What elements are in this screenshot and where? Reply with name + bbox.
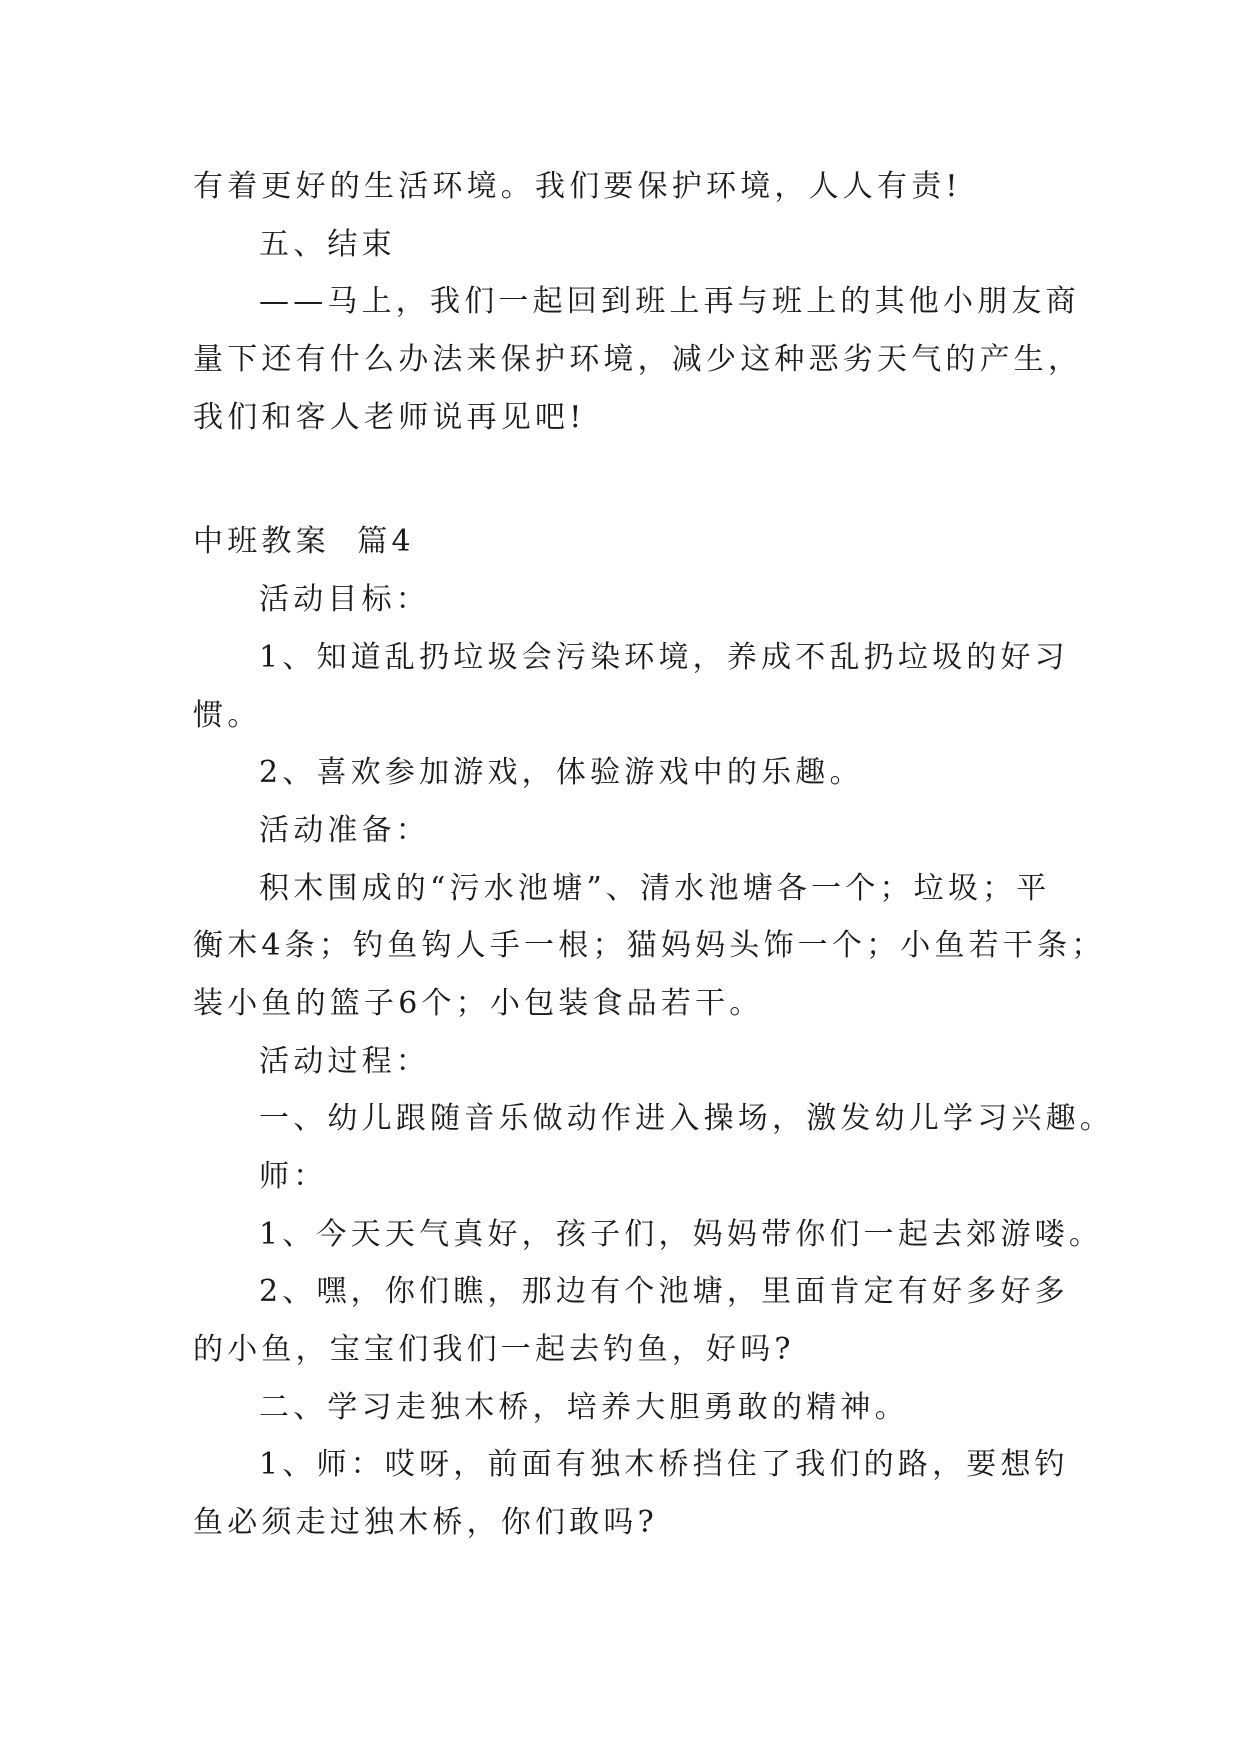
paragraph-line: 装小鱼的篮子6个；小包装食品若干。 [193,985,764,1021]
paragraph-line: 1、知道乱扔垃圾会污染环境，养成不乱扔垃圾的好习 [259,639,1069,675]
paragraph-line: 一、幼儿跟随音乐做动作进入操场，激发幼儿学习兴趣。 [259,1101,1114,1137]
paragraph-line: 1、今天天气真好，孩子们，妈妈带你们一起去郊游喽。 [259,1216,1104,1252]
paragraph-line: 积木围成的“污水池塘”、清水池塘各一个；垃圾；平 [259,870,1051,906]
paragraph-line: 师： [259,1159,328,1194]
paragraph-line: 二、学习走独木桥，培养大胆勇敢的精神。 [259,1389,909,1425]
paragraph-line: 1、师：哎呀，前面有独木桥挡住了我们的路，要想钓 [259,1447,1069,1483]
paragraph-line: 我们和客人老师说再见吧! [193,399,586,435]
paragraph-line: 量下还有什么办法来保护环境，减少这种恶劣天气的产生， [193,342,1083,378]
paragraph-line: 鱼必须走过独木桥，你们敢吗? [193,1505,658,1541]
subheading: 活动过程： [259,1043,430,1079]
subheading: 活动准备： [259,812,430,848]
paragraph-line: ——马上，我们一起回到班上再与班上的其他小朋友商 [259,284,1080,320]
paragraph-line: 2、嘿，你们瞧，那边有个池塘，里面肯定有好多好多 [259,1274,1069,1310]
paragraph-line: 惯。 [193,697,262,733]
paragraph-line: 有着更好的生活环境。我们要保护环境，人人有责! [193,169,962,204]
document-body [193,158,1114,1552]
subheading: 活动目标： [259,582,430,618]
section-title: 中班教案 篇4 [193,524,415,560]
section-heading: 五、结束 [259,226,396,262]
paragraph-line: 2、喜欢参加游戏，体验游戏中的乐趣。 [259,755,864,791]
paragraph-line: 的小鱼，宝宝们我们一起去钓鱼，好吗? [193,1332,795,1368]
section-4 [193,513,1114,1551]
paragraph-line: 衡木4条；钓鱼钩人手一根；猫妈妈头饰一个；小鱼若干条； [193,928,1106,964]
